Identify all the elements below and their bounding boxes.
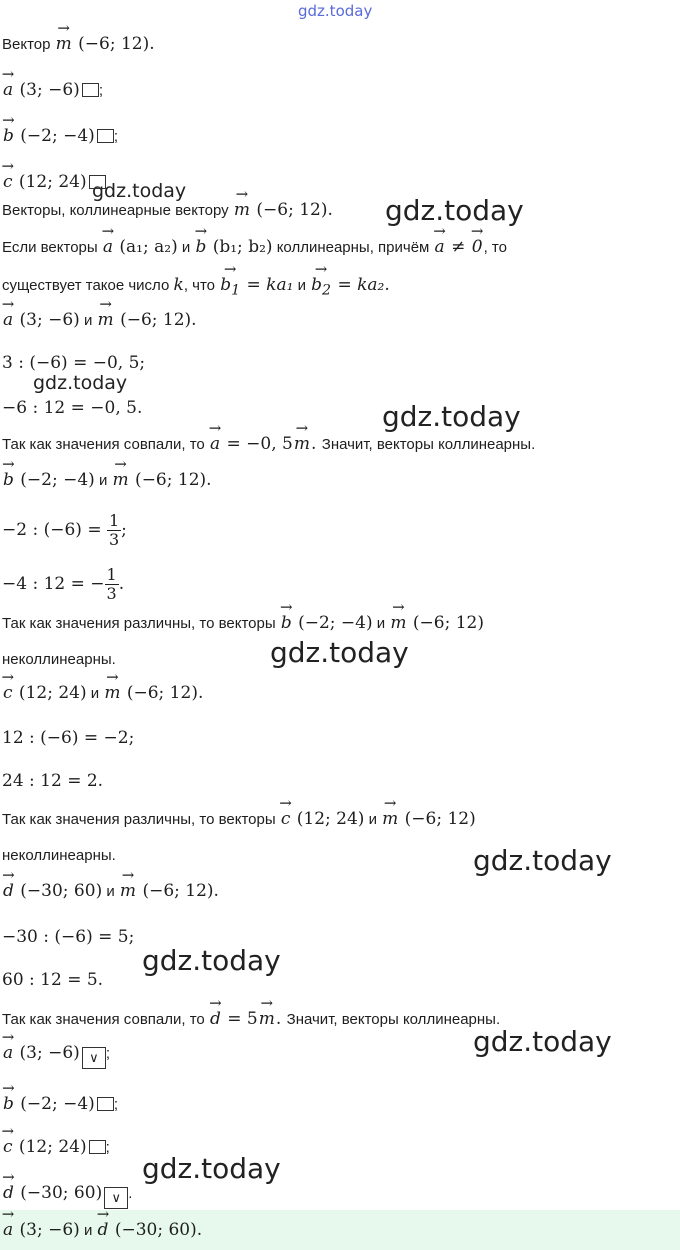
calc-c2: 24 : 12 = 2.: [2, 771, 104, 791]
conclusion-c-line1: Так как значения различны, то векторы → c (12; 24) и → m (−6; 12): [2, 809, 476, 830]
option-a: → a (3; −6) ;: [2, 80, 103, 101]
check-d-title: → d (−30; 60) и → m (−6; 12).: [2, 881, 219, 902]
watermark: gdz.today: [142, 944, 281, 977]
conclusion-d: Так как значения совпали, то → d = 5→ m. Значит, векторы коллинеарны.: [2, 1009, 500, 1030]
checkbox-c[interactable]: [89, 175, 106, 189]
vector-m: → m: [389, 613, 407, 633]
checkbox-c-empty[interactable]: [89, 1140, 106, 1154]
vector-b1: → $b_1$: [219, 275, 241, 300]
check-c-title: → c (12; 24) и → m (−6; 12).: [2, 683, 203, 704]
watermark: gdz.today: [142, 1152, 281, 1185]
checkbox-d-checked[interactable]: ∨: [104, 1187, 128, 1209]
option-c: → c (12; 24): [2, 172, 106, 193]
answer-option-c: → c (12; 24) ;: [2, 1137, 110, 1158]
conclusion-b-line1: Так как значения различны, то векторы → b (−2; −4) и → m (−6; 12): [2, 613, 484, 634]
vector-d: → d: [97, 1220, 110, 1240]
rule-line-2: существует такое число k, что → $b_1 = ka_1$ $и \to b_2 = ka_2$.: [2, 275, 390, 300]
vector-c: → c: [280, 809, 292, 829]
watermark: gdz.today: [473, 844, 612, 877]
conclusion-b-line2: неколлинеарны.: [2, 651, 116, 668]
watermark: gdz.today: [382, 400, 521, 433]
watermark: gdz.today: [270, 636, 409, 669]
answer-option-b: → b (−2; −4) ;: [2, 1094, 118, 1115]
calc-a1: 3 : (−6) = −0, 5;: [2, 353, 146, 373]
conclusion-a: Так как значения совпали, то → a = −0, 5→ m. Значит, векторы коллинеарны.: [2, 434, 535, 455]
calc-b1: −2 : (−6) = $\frac{1}{3}$ ;: [2, 511, 127, 549]
vector-m: → m: [97, 310, 115, 330]
vector-c: → c: [2, 1137, 14, 1157]
vector-b2: → $b_2$: [310, 275, 332, 300]
vector-b: → b: [194, 237, 207, 257]
watermark: gdz.today: [33, 372, 128, 394]
vector-a: → a: [2, 310, 14, 330]
check-b-title: → b (−2; −4) и → m (−6; 12).: [2, 470, 212, 491]
checkbox-a-checked[interactable]: ∨: [82, 1047, 106, 1069]
vector-c: → c: [2, 172, 14, 192]
rule-line-1: Если векторы → a (a₁; a₂) и → b (b₁; b₂) коллинеарны, причём → a ≠ → 0, то: [2, 237, 507, 258]
fraction: $\frac{1}{3}$: [108, 511, 120, 549]
final-answer: → a (3; −6) и → d (−30; 60).: [2, 1220, 202, 1241]
vector-m: → m: [293, 434, 311, 454]
answer-option-a: → a (3; −6) ∨ ;: [2, 1043, 110, 1069]
vector-d: → d: [2, 1183, 15, 1203]
vector-a: → a: [434, 237, 446, 257]
zero-vector: → 0: [471, 237, 484, 257]
watermark: gdz.today: [473, 1025, 612, 1058]
vector-b: → b: [280, 613, 293, 633]
calc-d2: 60 : 12 = 5.: [2, 970, 104, 990]
checkbox-b-empty[interactable]: [97, 1097, 114, 1111]
vector-m: → m: [112, 470, 130, 490]
calc-c1: 12 : (−6) = −2;: [2, 728, 135, 748]
given-vector-line: Вектор → m (−6; 12).: [2, 34, 155, 55]
watermark: gdz.today: [92, 180, 187, 202]
vector-d: → d: [209, 1009, 222, 1029]
conclusion-c-line2: неколлинеарны.: [2, 847, 116, 864]
vector-m: → m: [119, 881, 137, 901]
vector-c: → c: [2, 683, 14, 703]
vector-m: → m: [55, 34, 73, 54]
vector-a: → a: [102, 237, 114, 257]
watermark-top: gdz.today: [298, 2, 373, 20]
watermark: gdz.today: [385, 194, 524, 227]
calc-d1: −30 : (−6) = 5;: [2, 927, 135, 947]
answer-option-d: → d (−30; 60) ∨ .: [2, 1183, 132, 1209]
option-b: → b (−2; −4) ;: [2, 126, 118, 147]
vector-a: → a: [209, 434, 221, 454]
calc-a2: −6 : 12 = −0, 5.: [2, 398, 143, 418]
check-a-title: → a (3; −6) и → m (−6; 12).: [2, 310, 197, 331]
vector-m: → m: [233, 200, 251, 220]
solution-heading: Векторы, коллинеарные вектору → m (−6; 12).: [2, 200, 333, 221]
vector-a: → a: [2, 1220, 14, 1240]
vector-m: → m: [381, 809, 399, 829]
vector-b: → b: [2, 126, 15, 146]
checkbox-a[interactable]: [82, 83, 99, 97]
checkbox-b[interactable]: [97, 129, 114, 143]
vector-m: → m: [103, 683, 121, 703]
vector-b: → b: [2, 470, 15, 490]
vector-m: → m: [258, 1009, 276, 1029]
vector-a: → a: [2, 1043, 14, 1063]
fraction: $\frac{1}{3}$: [106, 565, 117, 603]
vector-b: → b: [2, 1094, 15, 1114]
vector-a: → a: [2, 80, 14, 100]
calc-b2: −4 : 12 = − $\frac{1}{3}$ .: [2, 565, 125, 603]
vector-d: → d: [2, 881, 15, 901]
